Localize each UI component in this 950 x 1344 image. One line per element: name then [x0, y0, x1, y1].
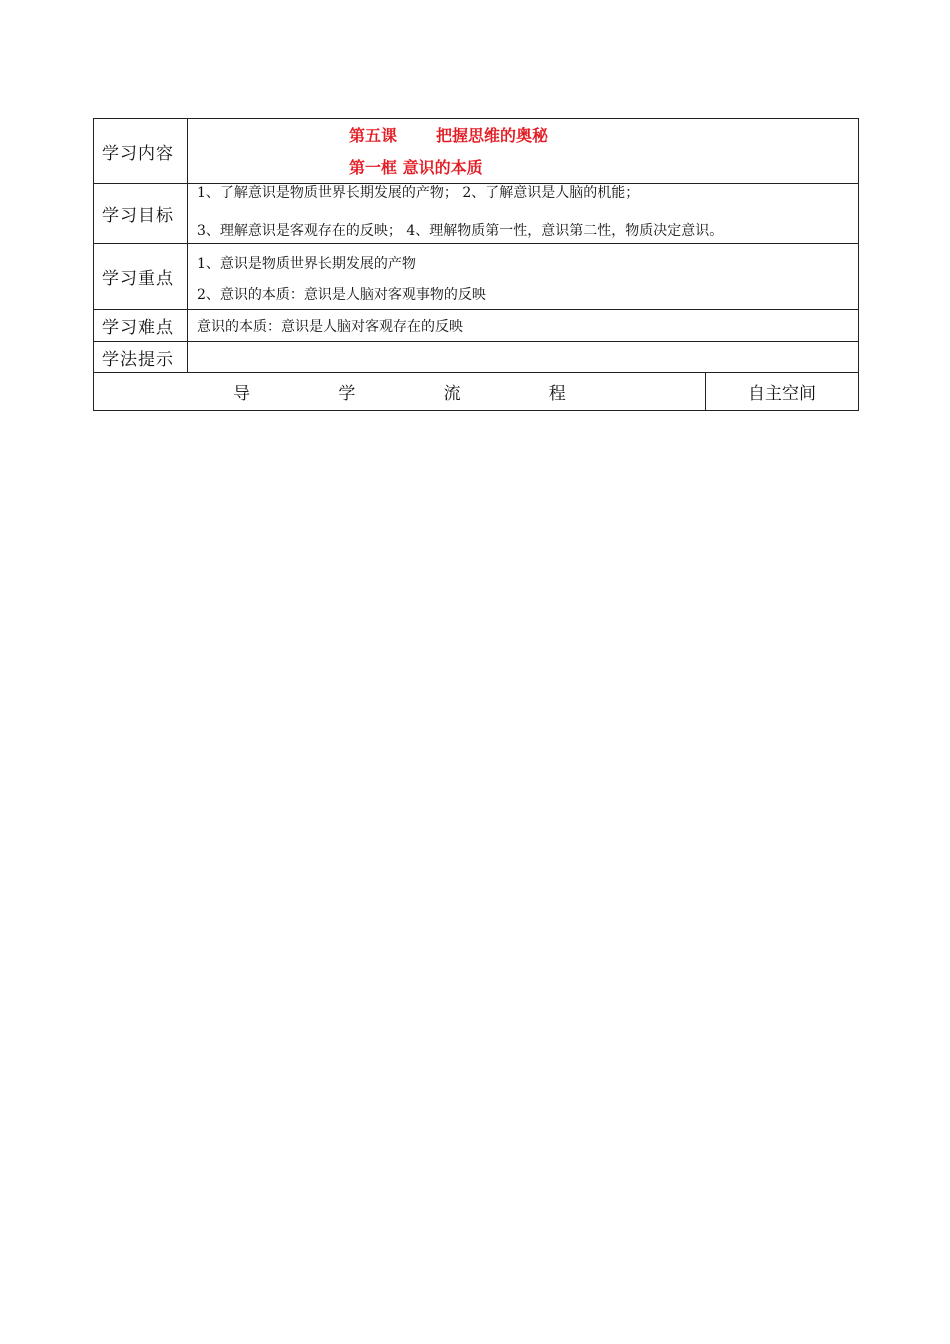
objectives-cell	[188, 184, 859, 244]
row-difficulties	[94, 310, 859, 342]
row-study-tips	[94, 342, 859, 373]
key-point-line-2: 2、意识的本质：意识是人脑对客观事物的反映	[197, 287, 486, 303]
row-learning-content	[94, 119, 859, 184]
row-key-points	[94, 244, 859, 310]
label-difficulties: 学习难点	[94, 310, 188, 342]
guided-flow-header	[94, 373, 706, 411]
guided-flow-label: 导 学 流 程	[233, 384, 566, 404]
row-learning-objectives	[94, 184, 859, 244]
label-key-points: 学习重点	[94, 244, 188, 310]
study-tips-cell	[188, 342, 859, 373]
label-learning-objectives: 学习目标	[94, 184, 188, 244]
label-study-tips: 学法提示	[94, 342, 188, 373]
lesson-title-cell	[188, 119, 859, 184]
lesson-title: 第五课 把握思维的奥秘	[349, 126, 548, 145]
objective-line-1: 1、了解意识是物质世界长期发展的产物； 2、了解意识是人脑的机能；	[197, 185, 640, 201]
objective-line-2: 3、理解意识是客观存在的反映； 4、理解物质第一性，意识第二性，物质决定意识。	[197, 223, 724, 239]
key-point-line-1: 1、意识是物质世界长期发展的产物	[197, 256, 416, 272]
lesson-subtitle: 第一框 意识的本质	[349, 158, 483, 177]
row-footer	[94, 373, 859, 411]
difficulties-cell: 意识的本质：意识是人脑对客观存在的反映	[188, 310, 859, 342]
lesson-plan-table	[93, 118, 859, 411]
self-space-header: 自主空间	[706, 373, 859, 411]
key-points-cell	[188, 244, 859, 310]
label-learning-content: 学习内容	[94, 119, 188, 184]
